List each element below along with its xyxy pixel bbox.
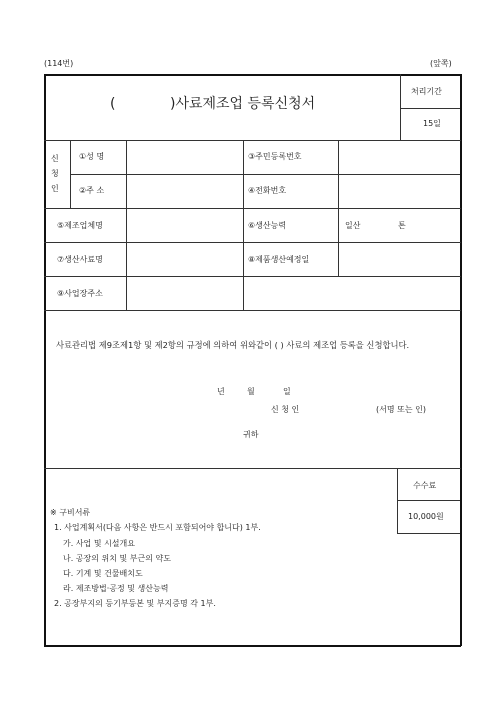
frame-top — [44, 74, 461, 76]
col-divider-3 — [338, 140, 339, 276]
documents-heading: ※ 구비서류 — [50, 508, 91, 517]
title-bottom-line — [44, 140, 461, 141]
capacity-daily-label: 일산 — [345, 221, 361, 230]
frame-bottom — [44, 645, 461, 647]
processing-label: 처리기간 — [411, 87, 442, 96]
fee-label: 수수료 — [413, 481, 437, 490]
phone-label: ④전화번호 — [248, 186, 287, 195]
statement-bottom-line — [44, 468, 461, 469]
document-subitem: 나. 공장의 위치 및 부근의 약도 — [63, 554, 171, 563]
document-subitem: 라. 제조방법·공정 및 생산능력 — [63, 584, 169, 593]
fee-divider — [397, 468, 398, 534]
workplace-address-label: ⑨사업장주소 — [57, 289, 103, 298]
capacity-label: ⑥생산능력 — [248, 221, 287, 230]
fee-value: 10,000원 — [408, 512, 444, 521]
document-item: 1. 사업계획서(다음 사항은 반드시 포함되어야 합니다) 1부. — [54, 523, 261, 532]
signature-label: (서명 또는 인) — [376, 405, 426, 414]
processing-divider — [400, 74, 401, 140]
page-side-label: (앞쪽) — [430, 59, 452, 68]
row-5-bottom-line — [44, 242, 461, 243]
applicant-mid-line — [70, 174, 460, 175]
page-title: )사료제조업 등록신청서 — [170, 96, 316, 112]
document-subitem: 가. 사업 및 시설개요 — [63, 539, 135, 548]
manufacturer-name-label: ⑤제조업체명 — [57, 221, 103, 230]
col-divider-1 — [126, 140, 127, 310]
fee-bottom-line — [397, 533, 460, 534]
document-subitem: 다. 기계 및 건물배치도 — [63, 569, 143, 578]
applicant-sign-label: 신 청 인 — [271, 405, 300, 414]
statement-text: 사료관리법 제9조제1항 및 제2항의 규정에 의하여 위와같이 ( ) 사료의 제조업 등록을 신청합니다. — [56, 340, 410, 350]
resident-number-label: ③주민등록번호 — [248, 152, 302, 161]
title-open-paren: ( — [110, 96, 116, 112]
product-name-label: ⑦생산사료명 — [57, 255, 103, 264]
date-month: 월 — [247, 387, 255, 396]
fee-mid-line — [397, 500, 460, 501]
col-divider-2 — [243, 140, 244, 310]
processing-mid-line — [400, 108, 460, 109]
applicant-label-3: 인 — [51, 184, 59, 193]
date-year: 년 — [217, 387, 225, 396]
frame-left — [44, 74, 46, 646]
document-item: 2. 공장부지의 등기부등본 및 부지증명 각 1부. — [54, 599, 216, 608]
addressee-label: 귀하 — [243, 430, 259, 439]
form-number: (114번) — [44, 59, 74, 68]
date-day: 일 — [283, 387, 291, 396]
processing-value: 15일 — [423, 119, 441, 128]
frame-right — [460, 74, 462, 646]
row-9-bottom-line — [44, 310, 461, 311]
applicant-label-1: 신 — [51, 154, 59, 163]
name-label: ①성 명 — [79, 152, 105, 161]
applicant-label-2: 청 — [51, 169, 59, 178]
planned-date-label: ⑧제품생산예정일 — [248, 255, 310, 264]
row-7-bottom-line — [44, 276, 461, 277]
applicant-bottom-line — [44, 208, 461, 209]
capacity-ton-label: 톤 — [398, 221, 406, 230]
address-label: ②주 소 — [79, 186, 105, 195]
